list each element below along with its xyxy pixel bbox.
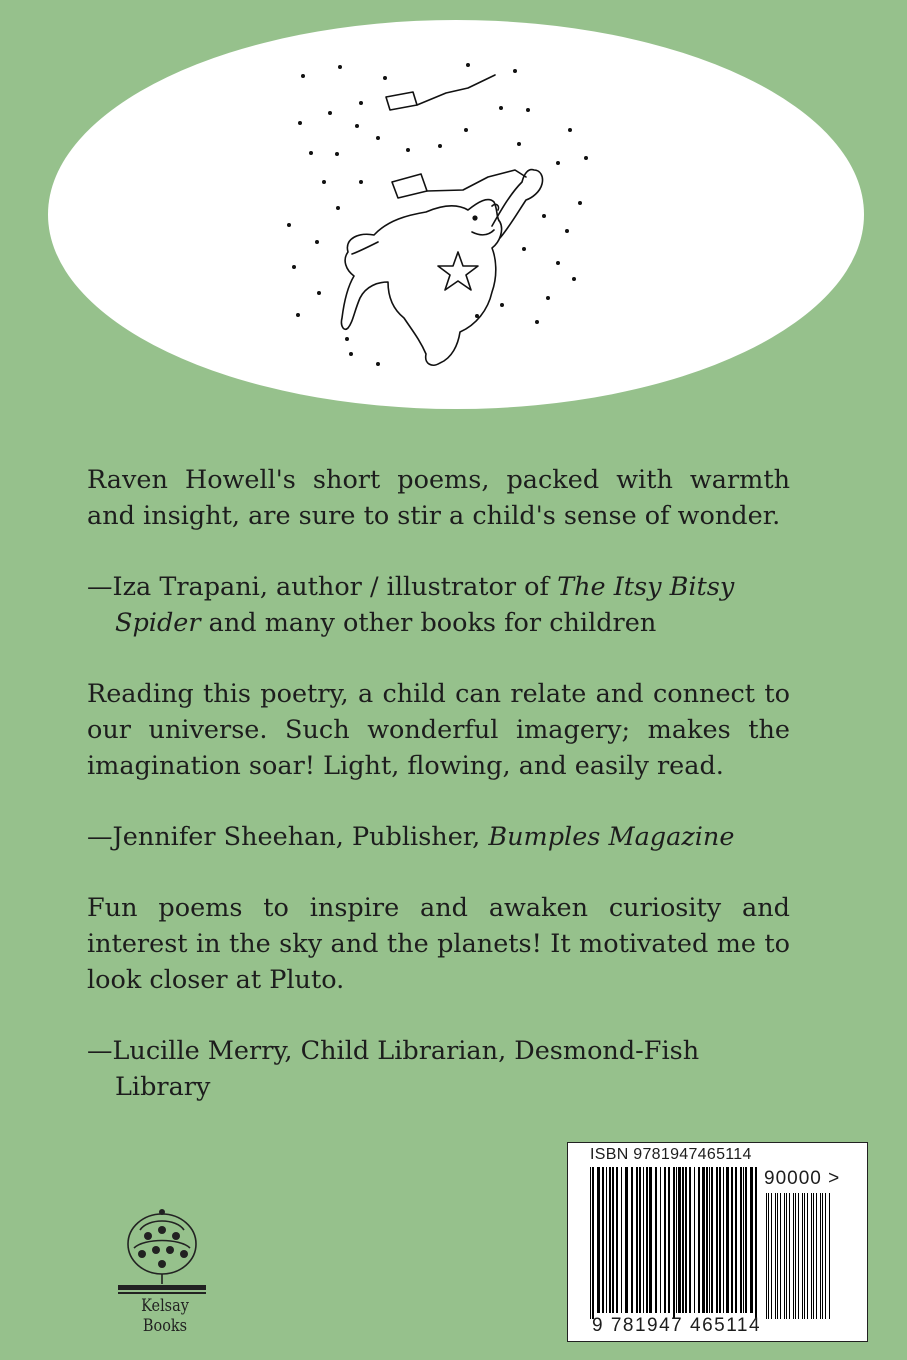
barcode-bar bbox=[706, 1167, 708, 1313]
barcode-bar bbox=[612, 1167, 614, 1313]
barcode-bar bbox=[643, 1167, 644, 1313]
barcode-bar bbox=[668, 1167, 670, 1313]
barcode-bar bbox=[664, 1167, 666, 1313]
barcode-bar bbox=[829, 1193, 830, 1319]
barcode-bar bbox=[685, 1167, 687, 1313]
blurb-attribution-1: —Iza Trapani, author / illustrator of The Itsy Bitsy Spider and many other books for children bbox=[87, 572, 735, 638]
barcode-bar bbox=[784, 1193, 785, 1319]
barcode-bar bbox=[676, 1167, 677, 1313]
barcode-bar bbox=[682, 1167, 684, 1313]
barcode-bar bbox=[649, 1167, 652, 1313]
barcode-bar bbox=[755, 1167, 757, 1319]
star-bear-constellation-icon bbox=[48, 20, 864, 409]
blurbs-section bbox=[87, 462, 790, 1140]
barcode-bar bbox=[768, 1193, 769, 1319]
barcode-bar bbox=[743, 1167, 744, 1313]
barcode-bar bbox=[822, 1193, 823, 1319]
barcode-bar bbox=[592, 1167, 594, 1319]
barcode-bar bbox=[621, 1167, 622, 1313]
barcode-bar bbox=[798, 1193, 799, 1319]
barcode-bar bbox=[689, 1167, 691, 1313]
barcode-bar bbox=[825, 1193, 826, 1319]
barcode-bar bbox=[723, 1167, 724, 1313]
blurb-attribution-3: —Lucille Merry, Child Librarian, Desmond-Fish Library bbox=[87, 1036, 700, 1102]
barcode-bar bbox=[631, 1167, 633, 1313]
barcode-bar bbox=[804, 1193, 805, 1319]
barcode-bar bbox=[616, 1167, 618, 1313]
blurb-attribution-2: —Jennifer Sheehan, Publisher, Bumples Magazine bbox=[87, 822, 735, 852]
barcode-bar bbox=[780, 1193, 781, 1319]
barcode-bar bbox=[789, 1193, 790, 1319]
barcode-bar bbox=[673, 1167, 675, 1319]
barcode-bar bbox=[775, 1193, 776, 1319]
barcode-bar bbox=[771, 1193, 772, 1319]
barcode-bar bbox=[816, 1193, 817, 1319]
barcode-bar bbox=[813, 1193, 814, 1319]
illustration-oval bbox=[48, 20, 864, 409]
barcode-bar bbox=[709, 1167, 710, 1313]
isbn-label: ISBN 9781947465114 bbox=[590, 1146, 752, 1163]
barcode-bar bbox=[731, 1167, 733, 1313]
blurb-quote-1: Raven Howell's short poems, packed with warmth and insight, are sure to stir a child's sense of wonder. bbox=[87, 465, 790, 531]
barcode-bar bbox=[590, 1167, 591, 1319]
tree-logo-icon bbox=[110, 1200, 220, 1296]
barcode-bar bbox=[811, 1193, 812, 1319]
barcode-number: 9 781947 465114 bbox=[592, 1315, 762, 1336]
barcode-bar bbox=[719, 1167, 721, 1313]
price-code: 90000 > bbox=[764, 1168, 841, 1189]
blurb-quote-3: Fun poems to inspire and awaken curiosity and interest in the sky and the planets! It motivated me to look closer at Pluto. bbox=[87, 893, 790, 995]
barcode-bar bbox=[646, 1167, 648, 1313]
barcode-bar bbox=[766, 1193, 767, 1319]
barcode-bar bbox=[625, 1167, 628, 1313]
barcode-bar bbox=[807, 1193, 808, 1319]
blurb-quote-2: Reading this poetry, a child can relate and connect to our universe. Such wonderful imagery; makes the imagination soar! Light, flowing, and easily read. bbox=[87, 679, 790, 781]
barcode-bar bbox=[698, 1167, 700, 1313]
barcode-bar bbox=[793, 1193, 794, 1319]
barcode-bar bbox=[609, 1167, 611, 1313]
publisher-name: Kelsay Books bbox=[141, 1296, 189, 1336]
barcode-bar bbox=[777, 1193, 778, 1319]
barcode-bar bbox=[795, 1193, 796, 1319]
barcode-bar bbox=[597, 1167, 600, 1313]
barcode-bar bbox=[716, 1167, 718, 1313]
barcode-bar bbox=[694, 1167, 695, 1313]
barcode-bar bbox=[726, 1167, 729, 1313]
barcode-bar bbox=[660, 1167, 661, 1313]
barcode-bar bbox=[711, 1167, 713, 1313]
barcode-bar bbox=[750, 1167, 753, 1313]
barcode-bar bbox=[820, 1193, 821, 1319]
barcode-bar bbox=[745, 1167, 747, 1313]
barcode-bar bbox=[735, 1167, 737, 1313]
barcode-bar bbox=[802, 1193, 803, 1319]
barcode-bar bbox=[636, 1167, 638, 1313]
isbn-barcode bbox=[567, 1142, 868, 1342]
barcode-bar bbox=[602, 1167, 604, 1313]
publisher-logo bbox=[110, 1200, 220, 1336]
barcode-bar bbox=[786, 1193, 787, 1319]
barcode-bar bbox=[740, 1167, 742, 1313]
barcode-bar bbox=[639, 1167, 641, 1313]
barcode-bar bbox=[702, 1167, 705, 1313]
barcode-bar bbox=[678, 1167, 681, 1313]
barcode-bar bbox=[655, 1167, 657, 1313]
barcode-bar bbox=[606, 1167, 607, 1313]
